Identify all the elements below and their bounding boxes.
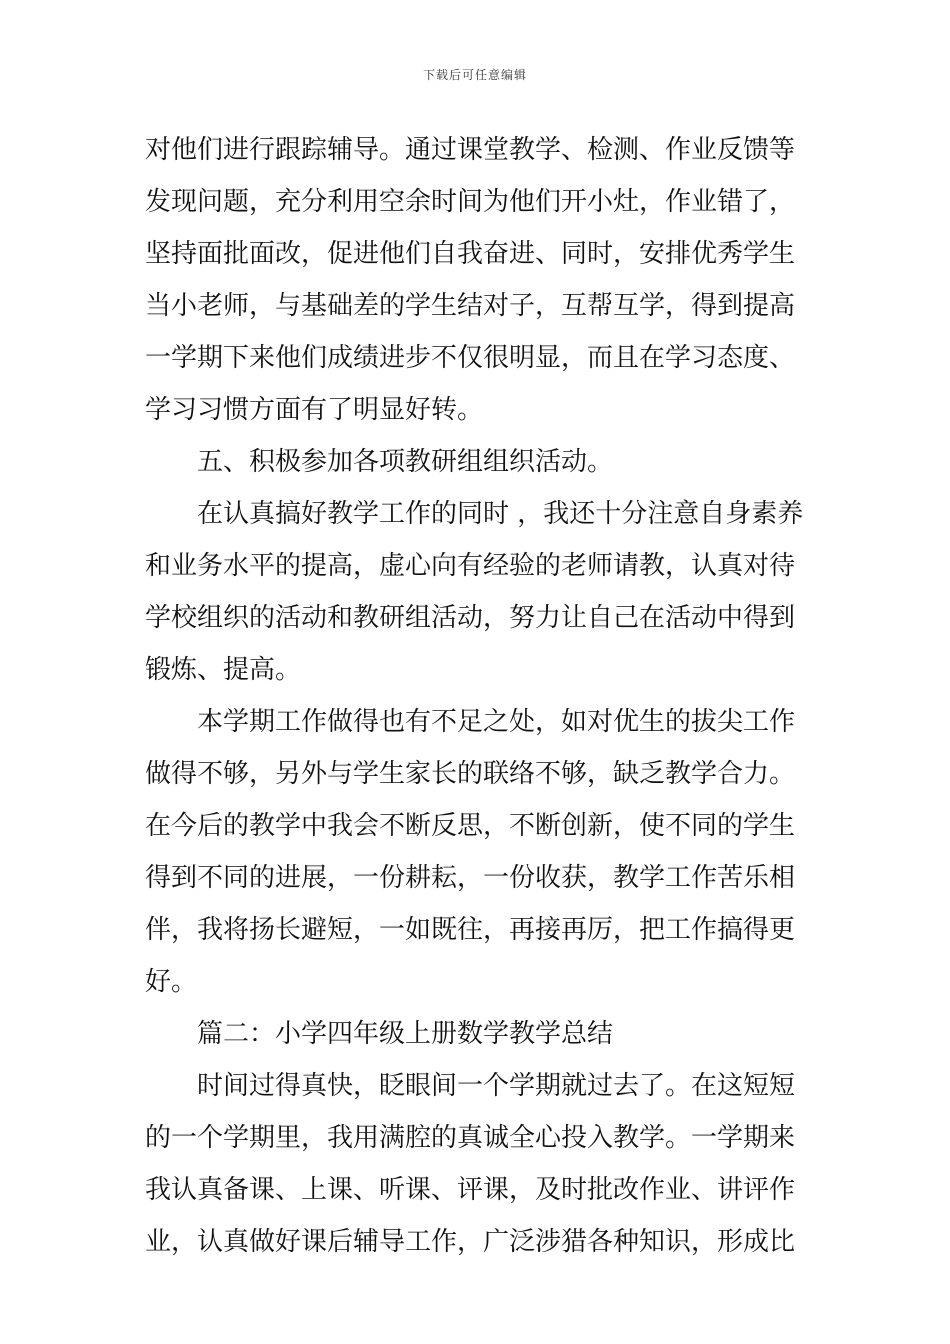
text-line: 好。 xyxy=(145,967,198,997)
text-line: 学习习惯方面有了明显好转。 xyxy=(145,395,484,425)
text-line: 当小老师，与基础差的学生结对子，互帮互学，得到提高 xyxy=(145,291,796,321)
page-header-note: 下载后可任意编辑 xyxy=(422,68,527,82)
text-line: 学校组织的活动和教研组活动，努力让自己在活动中得到 xyxy=(145,603,796,633)
text-line: 伴，我将扬长避短，一如既往，再接再厉，把工作搞得更 xyxy=(145,915,796,945)
text-line: 和业务水平的提高，虚心向有经验的老师请教，认真对待 xyxy=(145,551,796,581)
document-body xyxy=(145,124,807,1268)
section-heading: 篇二：小学四年级上册数学教学总结 xyxy=(197,1019,614,1049)
text-line: 做得不够，另外与学生家长的联络不够，缺乏教学合力。 xyxy=(145,759,796,789)
section-heading: 五、积极参加各项教研组组织活动。 xyxy=(197,447,614,477)
text-line: 一学期下来他们成绩进步不仅很明显，而且在学习态度、 xyxy=(145,343,796,373)
text-line: 我认真备课、上课、听课、评课，及时批改作业、讲评作 xyxy=(145,1175,796,1205)
text-line: 坚持面批面改，促进他们自我奋进、同时，安排优秀学生 xyxy=(145,239,796,269)
text-line: 的一个学期里，我用满腔的真诚全心投入教学。一学期来 xyxy=(145,1123,796,1153)
text-line: 对他们进行跟踪辅导。通过课堂教学、检测、作业反馈等 xyxy=(145,135,796,165)
text-line: 发现问题，充分利用空余时间为他们开小灶，作业错了， xyxy=(145,187,796,217)
text-line: 业，认真做好课后辅导工作，广泛涉猎各种知识，形成比 xyxy=(145,1227,796,1257)
text-line: 本学期工作做得也有不足之处，如对优生的拔尖工作 xyxy=(197,707,796,737)
text-line: 时间过得真快，眨眼间一个学期就过去了。在这短短 xyxy=(197,1071,796,1101)
text-line: 在今后的教学中我会不断反思，不断创新，使不同的学生 xyxy=(145,811,796,841)
text-line: 得到不同的进展，一份耕耘，一份收获，教学工作苦乐相 xyxy=(145,863,796,893)
text-line: 锻炼、提高。 xyxy=(145,655,302,685)
text-line: 在认真搞好教学工作的同时 ，我还十分注意自身素养 xyxy=(197,499,804,529)
